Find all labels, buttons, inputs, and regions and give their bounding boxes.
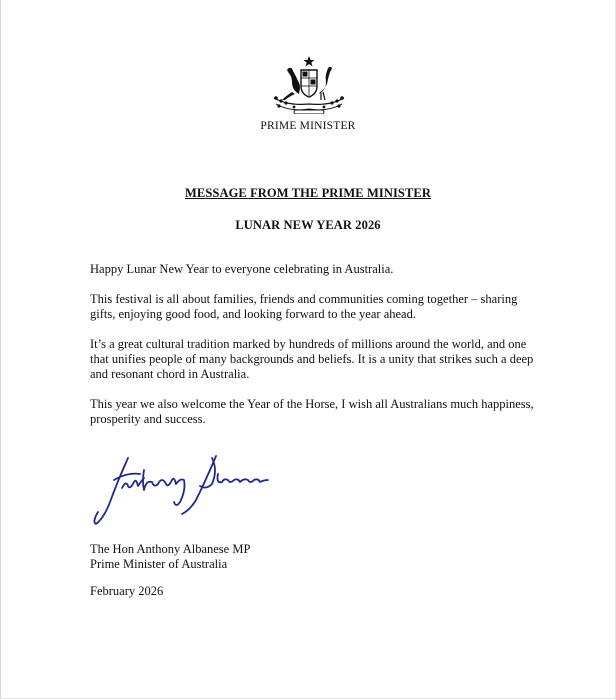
message-subheading: LUNAR NEW YEAR 2026 [235, 218, 381, 232]
paragraph-year-of-horse: This year we also welcome the Year of the Horse, I wish all Australians much happiness, prosperity and success. [90, 397, 534, 426]
message-body [90, 262, 536, 442]
paragraph-festival: This festival is all about families, friends and communities coming together – sharing gifts, enjoying good food, and looking forward to the year ahead. [90, 292, 518, 321]
signatory-block [90, 542, 250, 572]
letter-date: February 2026 [90, 584, 164, 598]
paragraph-greeting: Happy Lunar New Year to everyone celebrating in Australia. [90, 262, 394, 276]
coat-of-arms-emblem [268, 54, 350, 114]
letterhead-office-title: PRIME MINISTER [260, 120, 356, 132]
signatory-title: Prime Minister of Australia [90, 557, 228, 571]
message-heading: MESSAGE FROM THE PRIME MINISTER [185, 186, 431, 200]
handwritten-signature [88, 450, 288, 532]
paragraph-tradition: It’s a great cultural tradition marked by hundreds of millions around the world, and one that unifies people of many backgrounds and beliefs. It is a unity that strikes such a deep and resonant chord in Australia. [90, 337, 534, 381]
signatory-name: The Hon Anthony Albanese MP [90, 542, 251, 556]
